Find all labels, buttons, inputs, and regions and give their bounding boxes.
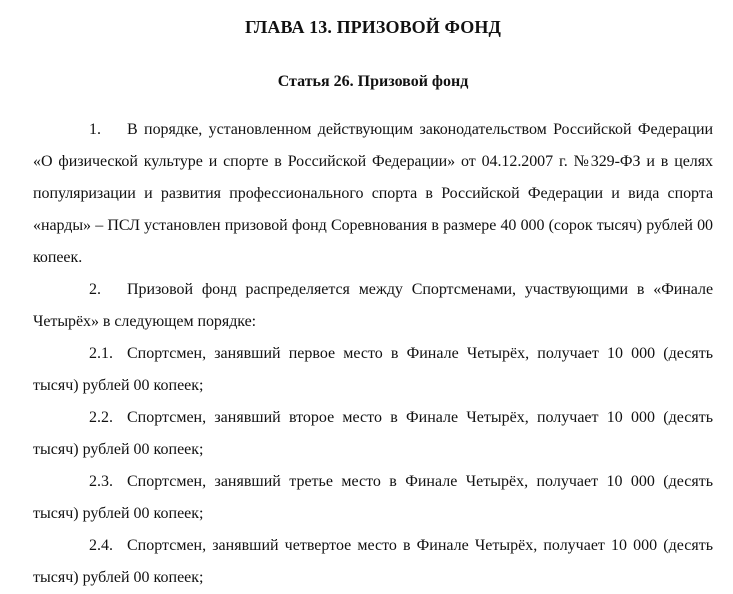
paragraph-number: 1. [89,121,101,138]
subitem-number: 2.1. [89,345,113,362]
subitem-2-1 [33,338,713,402]
paragraph-text: В порядке, установленном действующим законодательством Российской Федерации «О физической культуре и спорте в Российской Федерации» от 04.12.2007 г. №329-ФЗ и в целях популяризации и развития профессионального спорта в Российской Федерации и вида спорта «нарды» – ПСЛ установлен призовой фонд Соревнования в размере 40 000 (сорок тысяч) рублей 00 копеек. [33,121,713,266]
subitem-text: Спортсмен, занявший четвертое место в Финале Четырёх, получает 10 000 (десять тысяч) рублей 00 копеек; [33,537,713,586]
subitem-2-2 [33,402,713,466]
subitem-number: 2.2. [89,409,113,426]
subitem-text: Спортсмен, занявший третье место в Финале Четырёх, получает 10 000 (десять тысяч) рублей 00 копеек; [33,473,713,522]
article-title: Статья 26. Призовой фонд [277,73,469,90]
paragraph-number: 2. [89,281,101,298]
paragraph-1 [33,114,713,274]
subitem-2-4 [33,530,713,594]
chapter-title: ГЛАВА 13. ПРИЗОВОЙ ФОНД [245,17,501,37]
subitem-text: Спортсмен, занявший первое место в Финале Четырёх, получает 10 000 (десять тысяч) рублей 00 копеек; [33,345,713,394]
paragraph-text: Призовой фонд распределяется между Спортсменами, участвующими в «Финале Четырёх» в следующем порядке: [33,281,713,330]
subitem-number: 2.4. [89,537,113,554]
subitem-number: 2.3. [89,473,113,490]
subitem-2-3 [33,466,713,530]
subitem-text: Спортсмен, занявший второе место в Финале Четырёх, получает 10 000 (десять тысяч) рублей 00 копеек; [33,409,713,458]
document-page [33,14,713,594]
paragraph-2 [33,274,713,338]
